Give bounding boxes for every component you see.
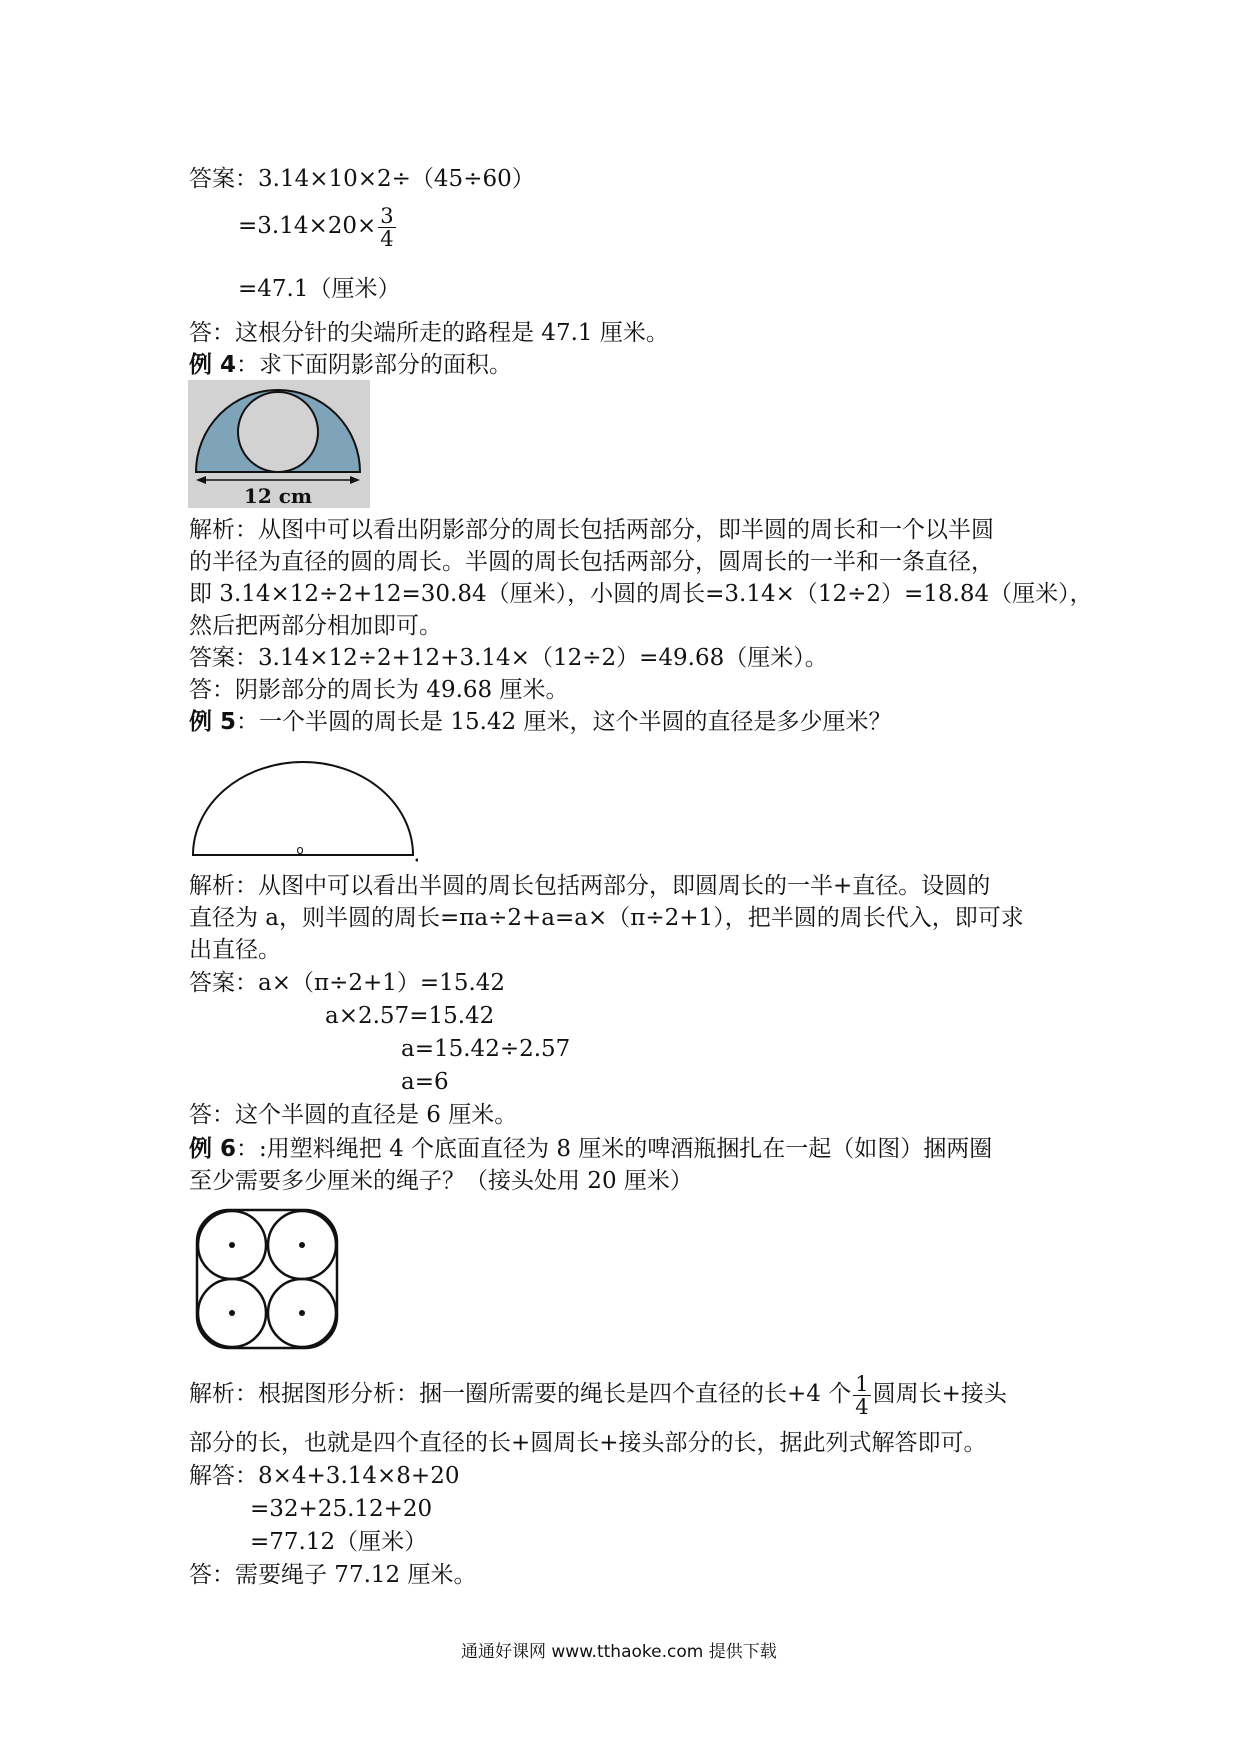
ex6-analysis-2: 部分的长，也就是四个直径的长+圆周长+接头部分的长，据此列式解答即可。 xyxy=(189,1430,987,1456)
ex3-answer-line2 xyxy=(238,202,398,250)
ex6-solution-2: =32+25.12+20 xyxy=(250,1496,433,1522)
ex6-fraction-num: 1 xyxy=(855,1371,869,1396)
ex5-analysis-1: 解析：从图中可以看出半圆的周长包括两部分，即圆周长的一半+直径。设圆的 xyxy=(189,873,991,899)
ex4-final: 答：阴影部分的周长为 49.68 厘米。 xyxy=(189,677,569,703)
ex6-label: 例 6 xyxy=(189,1136,237,1162)
ex6-question-1: ：:用塑料绳把 4 个底面直径为 8 厘米的啤酒瓶捆扎在一起（如图）捆两圈 xyxy=(236,1136,993,1162)
ex5-analysis-2: 直径为 a，则半圆的周长=πa÷2+a=a×（π÷2+1），把半圆的周长代入，即可求 xyxy=(189,905,1024,931)
ex4-analysis-4: 然后把两部分相加即可。 xyxy=(189,613,442,639)
ex5-answer-line3: a=15.42÷2.57 xyxy=(401,1036,571,1062)
ex5-answer-line4: a=6 xyxy=(401,1069,449,1095)
ex5-figure-label: o xyxy=(296,843,304,857)
ex4-analysis-1: 解析：从图中可以看出阴影部分的周长包括两部分，即半圆的周长和一个以半圆 xyxy=(189,517,994,543)
ex4-label: 例 4 xyxy=(189,352,237,378)
ex3-answer-line3: =47.1（厘米） xyxy=(238,276,401,302)
ex5-answer-label: 答案： xyxy=(189,970,258,996)
ex6-final: 答：需要绳子 77.12 厘米。 xyxy=(189,1562,477,1588)
ex3-fraction-den: 4 xyxy=(380,226,394,251)
ex6-heading xyxy=(189,1133,992,1165)
ex5-answer-expr: a×（π÷2+1）=15.42 xyxy=(258,970,506,996)
ex4-figure xyxy=(188,380,370,508)
ex4-answer: 答案：3.14×12÷2+12+3.14×（12÷2）=49.68（厘米）。 xyxy=(189,645,828,671)
ex5-question: ：一个半圆的周长是 15.42 厘米，这个半圆的直径是多少厘米？ xyxy=(236,709,892,735)
ex6-question-2: 至少需要多少厘米的绳子？（接头处用 20 厘米） xyxy=(189,1168,693,1194)
ex3-answer-label: 答案： xyxy=(189,166,258,192)
ex5-answer-line1 xyxy=(189,967,505,999)
ex3-answer-line1 xyxy=(189,163,535,195)
ex5-figure xyxy=(188,755,418,865)
ex5-analysis-3: 出直径。 xyxy=(189,937,281,963)
ex5-answer-line2: a×2.57=15.42 xyxy=(325,1003,495,1029)
ex4-analysis-2: 的半径为直径的圆的周长。半圆的周长包括两部分，圆周长的一半和一条直径， xyxy=(189,549,994,575)
ex5-final: 答：这个半圆的直径是 6 厘米。 xyxy=(189,1102,518,1128)
ex4-analysis-3: 即 3.14×12÷2+12=30.84（厘米），小圆的周长=3.14×（12÷2）=18.84（厘米）， xyxy=(189,581,1093,607)
ex3-final: 答：这根分针的尖端所走的路程是 47.1 厘米。 xyxy=(189,320,669,346)
ex4-figure-label: 12 cm xyxy=(243,484,313,508)
ex3-fraction-num: 3 xyxy=(380,203,394,228)
ex6-analysis-1-post: 圆周长+接头 xyxy=(872,1381,1007,1407)
ex3-answer-step: =3.14×20× xyxy=(238,213,377,239)
ex6-solution-3: =77.12（厘米） xyxy=(250,1529,428,1555)
ex5-label: 例 5 xyxy=(189,709,237,735)
ex3-fraction xyxy=(378,205,395,250)
ex3-answer-expr: 3.14×10×2÷（45÷60） xyxy=(258,166,535,192)
ex6-analysis-1-pre: 解析：根据图形分析：捆一圈所需要的绳长是四个直径的长+4 个 xyxy=(189,1381,852,1407)
ex6-analysis-1 xyxy=(189,1370,1007,1418)
ex4-question: ：求下面阴影部分的面积。 xyxy=(236,352,513,378)
ex6-fraction-den: 4 xyxy=(855,1394,869,1419)
page-footer: 通通好课网 www.tthaoke.com 提供下载 xyxy=(461,1642,777,1662)
ex6-figure xyxy=(194,1207,340,1351)
ex4-heading xyxy=(189,349,512,381)
ex6-fraction xyxy=(853,1373,870,1418)
ex6-solution-1: 解答：8×4+3.14×8+20 xyxy=(189,1463,460,1489)
ex5-heading xyxy=(189,706,891,738)
